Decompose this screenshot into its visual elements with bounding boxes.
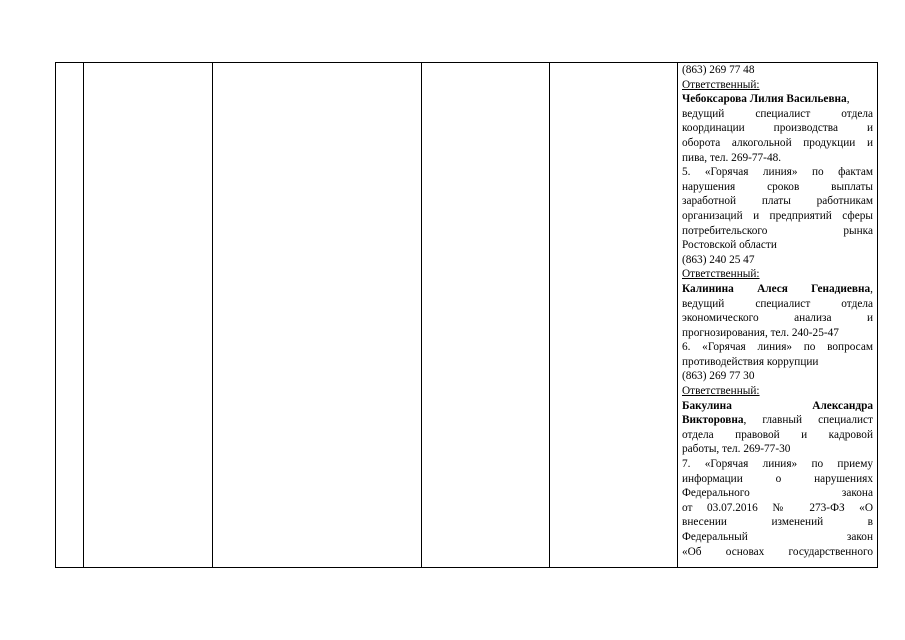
- text-line-content: 6. «Горячая линия» по вопросам: [682, 341, 873, 354]
- text-line-content: прогнозирования, тел. 240-25-47: [682, 326, 839, 339]
- text-line-content: (863) 269 77 48: [682, 64, 755, 76]
- text-line-content: Федерального закона: [682, 487, 873, 500]
- text-line-suffix: ,: [846, 93, 850, 106]
- text-line: [682, 92, 873, 107]
- text-line: [682, 136, 873, 151]
- text-line: [682, 224, 873, 239]
- text-line: [682, 457, 873, 472]
- text-line-content: 7. «Горячая линия» по приему: [682, 458, 873, 471]
- text-line-content: работы, тел. 269-77-30: [682, 443, 791, 456]
- text-line: [682, 355, 873, 370]
- text-line: [682, 253, 873, 268]
- text-line-suffix: ,: [870, 282, 873, 295]
- text-line: [682, 267, 873, 282]
- text-line-content: экономического анализа и: [682, 312, 873, 325]
- text-line-content: пива, тел. 269-77-48.: [682, 151, 782, 164]
- text-line-content: координации производства и: [682, 122, 873, 135]
- text-line: [682, 515, 873, 530]
- text-line: [682, 297, 873, 312]
- text-line-content: Бакулина Александра: [682, 399, 873, 412]
- text-line: [682, 311, 873, 326]
- text-line-content: Ростовской области: [682, 239, 777, 252]
- text-line-content: Федеральный закон: [682, 531, 873, 543]
- table-cell-2: [84, 63, 213, 568]
- text-line: [682, 165, 873, 180]
- text-line: [682, 209, 873, 224]
- text-line: [682, 399, 873, 414]
- text-line-content: заработной платы работникам: [682, 195, 873, 208]
- text-line: [682, 107, 873, 122]
- text-line-content: нарушения сроков выплаты: [682, 180, 873, 193]
- text-line-content: ведущий специалист отдела: [682, 107, 873, 120]
- text-line: [682, 530, 873, 545]
- hotline-text-block: [678, 63, 877, 567]
- text-line-content: потребительского рынка: [682, 224, 873, 237]
- text-line: [682, 545, 873, 560]
- text-line-content: Ответственный:: [682, 385, 760, 398]
- table-cell-5: [550, 63, 678, 568]
- text-line: [682, 238, 873, 253]
- text-line-content: Ответственный:: [682, 268, 760, 281]
- text-line: [682, 413, 873, 428]
- text-line: [682, 151, 873, 166]
- text-line: [682, 180, 873, 195]
- text-line: [682, 121, 873, 136]
- text-line-content: (863) 269 77 30: [682, 370, 755, 383]
- text-line: [682, 384, 873, 399]
- text-line-suffix: , главный специалист: [743, 414, 873, 427]
- text-line: [682, 369, 873, 384]
- text-line-content: Чебоксарова Лилия Васильевна: [682, 93, 847, 106]
- text-line-content: от 03.07.2016 № 273-ФЗ «О: [682, 501, 873, 514]
- text-line-content: Ответственный:: [682, 78, 760, 91]
- text-line-content: Калинина Алеся Генадиевна: [682, 282, 871, 295]
- text-line-content: отдела правовой и кадровой: [682, 428, 873, 441]
- text-line-content: ведущий специалист отдела: [682, 297, 873, 310]
- text-line-content: (863) 240 25 47: [682, 253, 755, 266]
- text-line: [682, 194, 873, 209]
- text-line-content: организаций и предприятий сферы: [682, 209, 873, 222]
- text-line: [682, 501, 873, 516]
- text-line-content: информации о нарушениях: [682, 472, 873, 485]
- text-line-content: Викторовна: [682, 414, 744, 427]
- table-cell-1: [56, 63, 84, 568]
- text-line: [682, 78, 873, 93]
- text-line-content: противодействия коррупции: [682, 355, 819, 368]
- text-line-content: внесении изменений в: [682, 516, 873, 529]
- text-line-content: 5. «Горячая линия» по фактам: [682, 166, 873, 179]
- text-line: [682, 486, 873, 501]
- text-line: [682, 63, 873, 78]
- text-line: [682, 442, 873, 457]
- document-table: [55, 62, 878, 568]
- text-line: [682, 428, 873, 443]
- table-cell-4: [422, 63, 550, 568]
- table-cell-6: [678, 63, 878, 568]
- text-line-content: оборота алкогольной продукции и: [682, 136, 873, 149]
- text-line: [682, 282, 873, 297]
- text-line: [682, 472, 873, 487]
- text-line-content: «Об основах государственного: [682, 545, 873, 558]
- text-line: [682, 340, 873, 355]
- text-line: [682, 326, 873, 341]
- table-row: [56, 63, 878, 568]
- table-cell-3: [213, 63, 422, 568]
